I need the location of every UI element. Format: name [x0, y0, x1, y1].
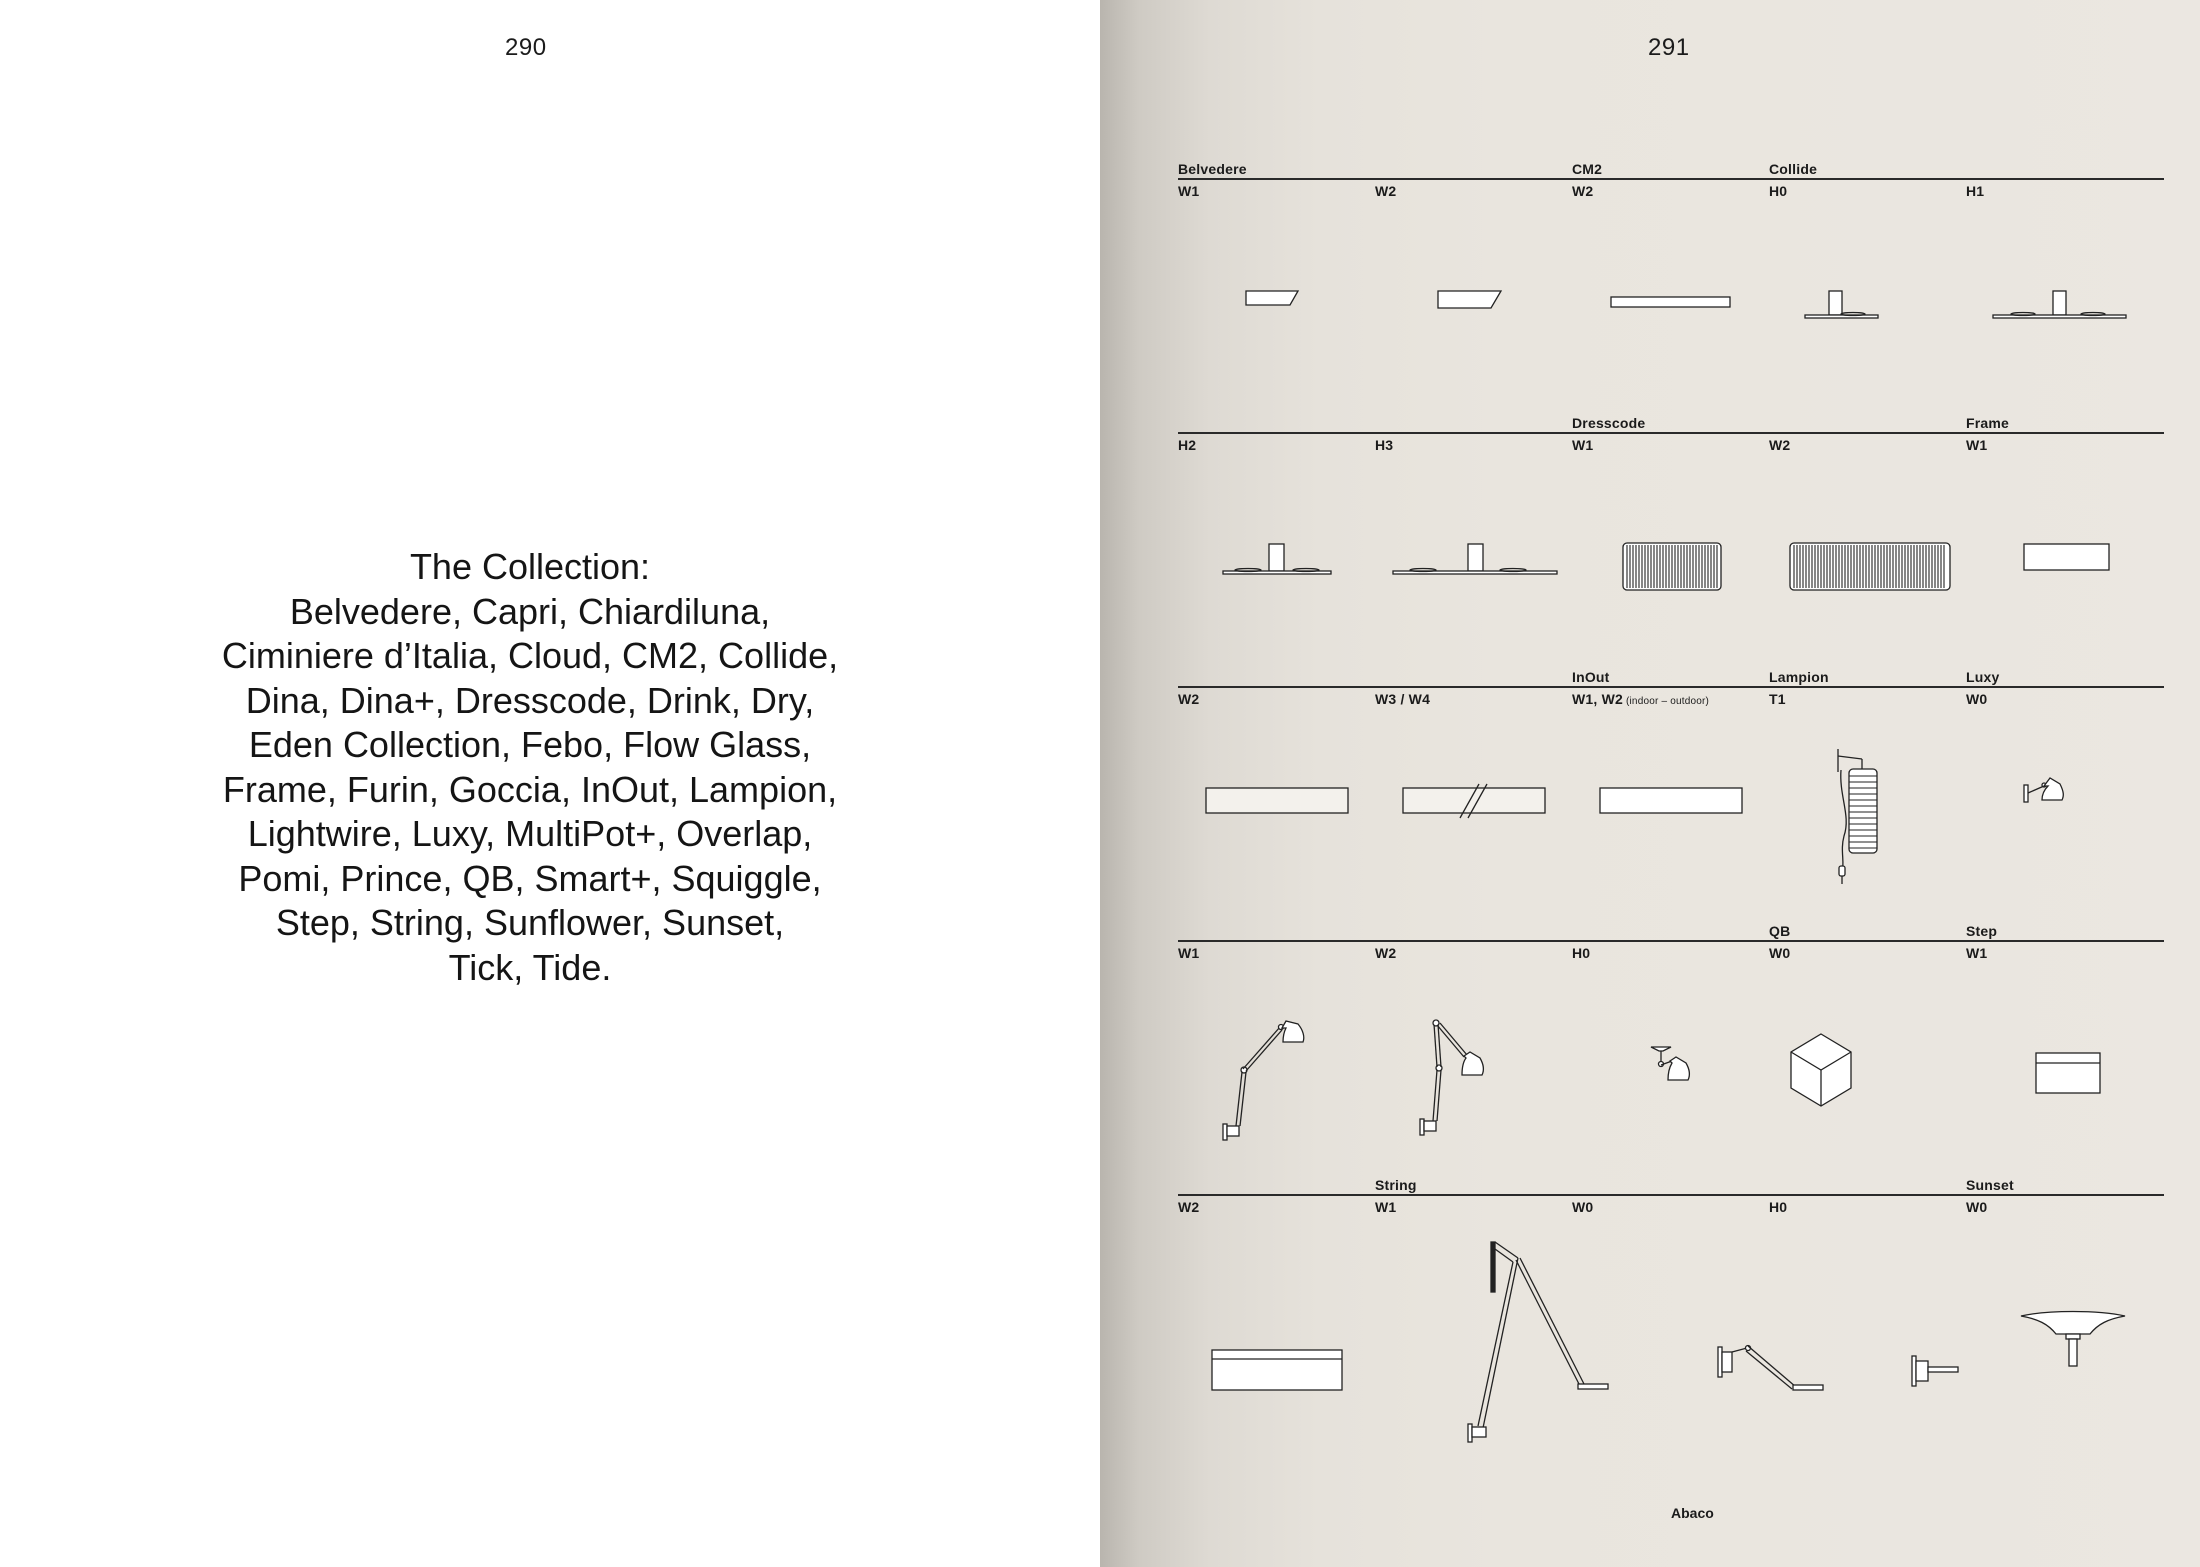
model-code: W2: [1572, 183, 1594, 199]
dresscode-w1-lamp-drawing: [1623, 543, 1721, 590]
family-label: CM2: [1572, 161, 1603, 177]
belvedere-w1-lamp-drawing: [1246, 291, 1298, 305]
page-number-right: 291: [1648, 34, 1690, 61]
model-code: W0: [1769, 945, 1791, 961]
collection-line: Eden Collection, Febo, Flow Glass,: [248, 724, 812, 765]
model-code: H3: [1375, 437, 1394, 453]
qb-w0-lamp-drawing: [1791, 1034, 1851, 1106]
abaco-row-2: [1178, 412, 2164, 662]
model-code: W1: [1178, 945, 1200, 961]
family-label: Lampion: [1769, 669, 1829, 685]
collection-line: Pomi, Prince, QB, Smart+, Squiggle,: [238, 857, 822, 899]
brand-footer: Abaco: [1671, 1505, 1714, 1521]
row-drawings: [1178, 920, 2164, 1170]
row-drawings: [1178, 412, 2164, 662]
model-code: W1: [1966, 437, 1988, 453]
sunset-w0-lamp-drawing: [2021, 1312, 2125, 1367]
model-code: W1: [1375, 1199, 1397, 1215]
model-code: W1: [1572, 437, 1594, 453]
family-label: Frame: [1966, 415, 2010, 431]
lampion-t1-lamp-drawing: [1838, 749, 1877, 884]
model-code: W2: [1769, 437, 1791, 453]
string-w1-lamp-drawing: [1468, 1242, 1608, 1442]
collection-line: Dina, Dina+, Dresscode, Drink, Dry,: [245, 679, 815, 721]
luxy-h0-lamp-drawing: [1651, 1047, 1689, 1080]
model-code: W3 / W4: [1375, 691, 1431, 707]
frame-w3-w4-lamp-drawing: [1403, 784, 1545, 818]
abaco-row-3: [1178, 666, 2164, 916]
model-code: H0: [1769, 183, 1788, 199]
model-code: W2: [1178, 691, 1200, 707]
family-label: Sunset: [1966, 1177, 2014, 1193]
model-code: W2: [1178, 1199, 1200, 1215]
model-code: T1: [1769, 691, 1786, 707]
abaco-row-4: [1178, 920, 2164, 1170]
belvedere-w2-lamp-drawing: [1438, 291, 1501, 308]
family-label: String: [1375, 1177, 1417, 1193]
abaco-row-1: [1178, 158, 2164, 408]
collide-h3-lamp-drawing: [1393, 544, 1557, 574]
frame-w1-lamp-drawing: [2024, 544, 2109, 570]
collection-line: Ciminiere d’Italia, Cloud, CM2, Collide,: [221, 635, 839, 676]
model-code: W0: [1966, 691, 1988, 707]
model-code: W1: [1966, 945, 1988, 961]
collection-list: [110, 545, 950, 990]
collide-h1-lamp-drawing: [1993, 291, 2126, 318]
frame-w2-lamp-drawing: [1206, 788, 1348, 813]
abaco-row-5: [1178, 1174, 2164, 1424]
model-code: W0: [1966, 1199, 1988, 1215]
collection-line: Lightwire, Luxy, MultiPot+, Overlap,: [247, 813, 813, 854]
model-code: W2: [1375, 183, 1397, 199]
collide-h0-lamp-drawing: [1805, 291, 1878, 318]
collection-line: Belvedere, Capri, Chiardiluna,: [289, 590, 771, 632]
model-note: (indoor – outdoor): [1625, 696, 1710, 707]
family-label: QB: [1769, 923, 1791, 939]
model-code: W0: [1572, 1199, 1594, 1215]
step-w2-lamp-drawing: [1212, 1350, 1342, 1390]
family-label: Belvedere: [1178, 161, 1247, 177]
family-label: Luxy: [1966, 669, 2000, 685]
row-drawings: [1178, 666, 2164, 916]
family-label: Dresscode: [1572, 415, 1646, 431]
model-code: H1: [1966, 183, 1985, 199]
inout-w1-w2-lamp-drawing: [1600, 788, 1742, 813]
string-w0-lamp-drawing: [1718, 1346, 1823, 1391]
family-label: Collide: [1769, 161, 1818, 177]
row-drawings: [1178, 1174, 2164, 1424]
right-page: [1100, 0, 2200, 1567]
model-code-text: W1, W2: [1572, 691, 1623, 707]
model-code: H0: [1572, 945, 1591, 961]
cm2-w2-lamp-drawing: [1611, 297, 1730, 307]
collection-line: Frame, Furin, Goccia, InOut, Lampion,: [222, 768, 838, 810]
collection-line: Step, String, Sunflower, Sunset,: [275, 902, 785, 943]
model-code: H0: [1769, 1199, 1788, 1215]
collection-line: Tick, Tide.: [448, 946, 612, 988]
collide-h2-lamp-drawing: [1223, 544, 1331, 574]
family-label: InOut: [1572, 669, 1610, 685]
model-code: W1: [1178, 183, 1200, 199]
dresscode-w2-lamp-drawing: [1790, 543, 1950, 590]
row-drawings: [1178, 158, 2164, 408]
step-w1-lamp-drawing: [2036, 1053, 2100, 1093]
model-code: W2: [1375, 945, 1397, 961]
luxy-w2-lamp-drawing: [1420, 1020, 1483, 1135]
collection-heading: The Collection:: [409, 546, 651, 587]
luxy-w0-lamp-drawing: [2024, 778, 2063, 802]
page-number-left: 290: [505, 34, 547, 61]
luxy-w1-lamp-drawing: [1223, 1021, 1304, 1140]
string-h0-lamp-drawing: [1912, 1356, 1958, 1386]
family-label: Step: [1966, 923, 1998, 939]
model-code: H2: [1178, 437, 1197, 453]
